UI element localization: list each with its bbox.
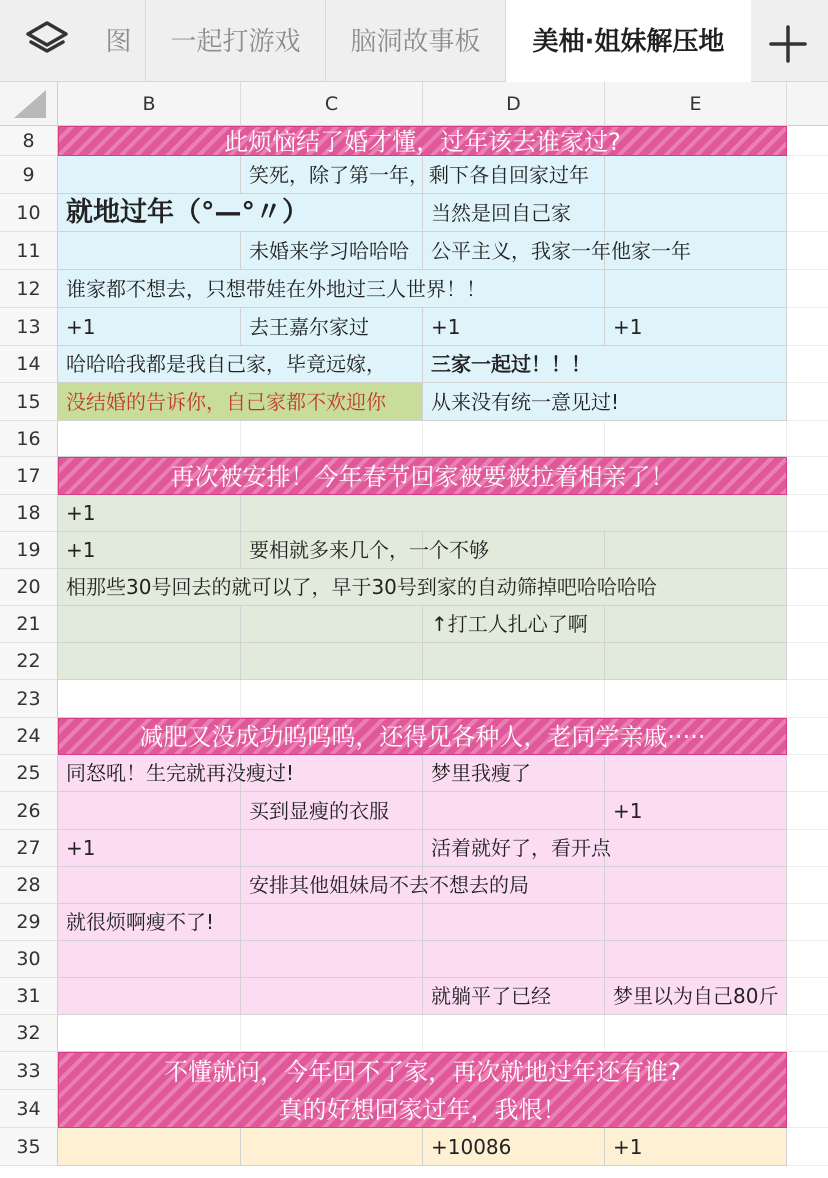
cell-text-r9-c: 笑死，除了第一年，剩下各自回家过年 [249, 163, 589, 187]
cell-r32-d[interactable] [423, 1015, 605, 1052]
cell-text-r26-c: 买到显瘦的衣服 [249, 799, 389, 823]
cell-r26-d[interactable] [423, 792, 605, 830]
cell-r23-c[interactable] [241, 680, 423, 718]
cell-r29-d[interactable] [423, 904, 605, 941]
row-header-20[interactable]: 20 [0, 569, 58, 606]
row-header-23[interactable]: 23 [0, 680, 58, 718]
cell-text-r10-d: 当然是回自己家 [431, 201, 571, 225]
cell-r18-c[interactable] [241, 495, 787, 532]
cell-r22-c[interactable] [241, 643, 423, 680]
section-banner-4 [58, 1052, 787, 1128]
layers-icon[interactable] [24, 20, 70, 64]
cell-r21-c[interactable] [241, 606, 423, 643]
section-banner-3 [58, 718, 787, 755]
cell-r30-d[interactable] [423, 941, 605, 978]
cell-r23-e[interactable] [605, 680, 787, 718]
cell-text-r15-d: 从来没有统一意见过! [431, 390, 620, 414]
cell-r32-b[interactable] [58, 1015, 241, 1052]
cell-text-r12-b: 谁家都不想去，只想带娃在外地过三人世界！！ [66, 277, 486, 301]
cell-r11-f[interactable] [787, 232, 828, 270]
row-header-16[interactable]: 16 [0, 421, 58, 457]
cell-r16-c[interactable] [241, 421, 423, 457]
cell-r14-f[interactable] [787, 346, 828, 383]
cell-text-r20-b: 相那些30号回去的就可以了，早于30号到家的自动筛掉吧哈哈哈哈 [66, 575, 657, 599]
cell-r27-c[interactable] [241, 830, 423, 867]
cell-r30-b[interactable] [58, 941, 241, 978]
select-all-corner[interactable] [0, 82, 58, 126]
column-header-bar [0, 82, 828, 126]
cell-r13-f[interactable] [787, 308, 828, 346]
row-header-10[interactable]: 10 [0, 194, 58, 232]
cell-text-r27-d: 活着就好了，看开点 [431, 836, 611, 860]
cell-text-r14-b: 哈哈哈我都是我自己家，毕竟远嫁， [66, 352, 386, 376]
row-header-11[interactable]: 11 [0, 232, 58, 270]
cell-r23-f[interactable] [787, 680, 828, 718]
row-header-33[interactable]: 33 [0, 1052, 58, 1090]
cell-r9-b[interactable] [58, 156, 241, 194]
cell-r10-f[interactable] [787, 194, 828, 232]
plus-icon[interactable] [768, 24, 808, 68]
column-header-d[interactable]: D [423, 82, 605, 126]
cell-r15-f[interactable] [787, 383, 828, 421]
cell-r9-f[interactable] [787, 156, 828, 194]
section-banner-text: 再次被安排！今年春节回家被要被拉着相亲了！ [170, 463, 675, 491]
cell-text-r35-d: +10086 [431, 1135, 512, 1159]
cell-r21-b[interactable] [58, 606, 241, 643]
row-header-9[interactable]: 9 [0, 156, 58, 194]
cell-r21-e[interactable] [605, 606, 787, 643]
cell-r35-c[interactable] [241, 1128, 423, 1166]
cell-r27-f[interactable] [787, 830, 828, 867]
cell-r26-f[interactable] [787, 792, 828, 830]
cell-text-r11-c: 未婚来学习哈哈哈 [249, 239, 409, 263]
cell-r25-f[interactable] [787, 755, 828, 792]
column-header-f[interactable] [787, 82, 828, 126]
cell-r23-d[interactable] [423, 680, 605, 718]
cell-r29-c[interactable] [241, 904, 423, 941]
cell-r28-f[interactable] [787, 867, 828, 904]
cell-text-r11-d: 公平主义，我家一年他家一年 [431, 239, 691, 263]
tab-sheet-1[interactable]: 图 [92, 0, 146, 81]
cell-text-r25-b: 同怒吼！生完就再没瘦过! [66, 761, 295, 785]
sheet-tab-bar [0, 0, 828, 82]
cell-banner-f[interactable] [787, 457, 828, 495]
cell-r20-f[interactable] [787, 569, 828, 606]
tab-sheet-4-active[interactable]: 美柚·姐妹解压地 [506, 0, 751, 82]
cell-r27-e[interactable] [605, 830, 787, 867]
cell-text-r27-b: +1 [66, 836, 96, 860]
cell-r12-f[interactable] [787, 270, 828, 308]
cell-banner-f[interactable] [787, 126, 828, 156]
cell-text-r13-d: +1 [431, 315, 461, 339]
cell-text-r15-b: 没结婚的告诉你，自己家都不欢迎你 [66, 390, 386, 414]
cell-text-r19-c: 要相就多来几个，一个不够 [249, 538, 489, 562]
section-banner-text: 不懂就问，今年回不了家，再次就地过年还有谁? [164, 1058, 681, 1086]
section-banner-1 [58, 126, 787, 156]
row-header-27[interactable]: 27 [0, 830, 58, 867]
cell-r35-b[interactable] [58, 1128, 241, 1166]
section-banner-text: 真的好想回家过年，我恨！ [278, 1096, 567, 1124]
cell-text-r28-c: 安排其他姐妹局不去不想去的局 [249, 873, 529, 897]
cell-r26-b[interactable] [58, 792, 241, 830]
cell-r10-e[interactable] [605, 194, 787, 232]
cell-text-r14-d: 三家一起过！！！ [431, 352, 591, 376]
row-header-31[interactable]: 31 [0, 978, 58, 1015]
row-header-28[interactable]: 28 [0, 867, 58, 904]
section-banner-2 [58, 457, 787, 495]
cell-r28-b[interactable] [58, 867, 241, 904]
cell-r35-f[interactable] [787, 1128, 828, 1166]
row-header-13[interactable]: 13 [0, 308, 58, 346]
row-header-35[interactable]: 35 [0, 1128, 58, 1166]
cell-r32-c[interactable] [241, 1015, 423, 1052]
cell-r22-f[interactable] [787, 643, 828, 680]
row-header-30[interactable]: 30 [0, 941, 58, 978]
cell-text-r29-b: 就很烦啊瘦不了! [66, 910, 215, 934]
cell-r25-e[interactable] [605, 755, 787, 792]
row-header-17[interactable]: 17 [0, 457, 58, 495]
cell-r23-b[interactable] [58, 680, 241, 718]
cell-r12-e[interactable] [605, 270, 787, 308]
row-header-18[interactable]: 18 [0, 495, 58, 532]
row-header-12[interactable]: 12 [0, 270, 58, 308]
row-header-22[interactable]: 22 [0, 643, 58, 680]
spreadsheet-grid [0, 126, 828, 1178]
cell-r9-e[interactable] [605, 156, 787, 194]
cell-r31-c[interactable] [241, 978, 423, 1015]
cell-r28-e[interactable] [605, 867, 787, 904]
cell-r16-e[interactable] [605, 421, 787, 457]
row-header-26[interactable]: 26 [0, 792, 58, 830]
cell-text-r19-b: +1 [66, 538, 96, 562]
cell-r19-f[interactable] [787, 532, 828, 569]
select-all-icon [10, 88, 48, 124]
cell-text-r31-d: 就躺平了已经 [431, 984, 551, 1008]
tab-sheet-3[interactable]: 脑洞故事板 [326, 0, 506, 81]
column-header-e[interactable]: E [605, 82, 787, 126]
cell-text-r13-b: +1 [66, 315, 96, 339]
cell-text-r25-d: 梦里我瘦了 [431, 761, 531, 785]
tab-sheet-2[interactable]: 一起打游戏 [146, 0, 326, 81]
cell-r22-d[interactable] [423, 643, 605, 680]
cell-r30-e[interactable] [605, 941, 787, 978]
row-header-19[interactable]: 19 [0, 532, 58, 569]
row-header-15[interactable]: 15 [0, 383, 58, 421]
row-header-24[interactable]: 24 [0, 718, 58, 755]
column-header-b[interactable]: B [58, 82, 241, 126]
cell-text-r10-b: 就地过年（°—°〃） [66, 197, 309, 228]
column-header-c[interactable]: C [241, 82, 423, 126]
cell-r22-b[interactable] [58, 643, 241, 680]
cell-r32-e[interactable] [605, 1015, 787, 1052]
cell-text-r35-e: +1 [613, 1135, 643, 1159]
cell-text-r18-b: +1 [66, 501, 96, 525]
cell-r21-f[interactable] [787, 606, 828, 643]
cell-r16-d[interactable] [423, 421, 605, 457]
cell-text-r31-e: 梦里以为自己80斤 [613, 984, 779, 1008]
cell-text-r13-c: 去王嘉尔家过 [249, 315, 369, 339]
cell-banner-f[interactable] [787, 718, 828, 755]
row-header-8[interactable]: 8 [0, 126, 58, 156]
cell-r16-b[interactable] [58, 421, 241, 457]
cell-r30-f[interactable] [787, 941, 828, 978]
cell-r11-b[interactable] [58, 232, 241, 270]
cell-r31-b[interactable] [58, 978, 241, 1015]
cell-r16-f[interactable] [787, 421, 828, 457]
cell-r30-c[interactable] [241, 941, 423, 978]
row-header-21[interactable]: 21 [0, 606, 58, 643]
section-banner-text: 此烦恼结了婚才懂，过年该去谁家过? [224, 128, 621, 156]
cell-text-r21-d: ↑打工人扎心了啊 [431, 612, 588, 636]
cell-banner-f[interactable] [787, 1052, 828, 1128]
row-header-14[interactable]: 14 [0, 346, 58, 383]
cell-r22-e[interactable] [605, 643, 787, 680]
cell-text-r13-e: +1 [613, 315, 643, 339]
cell-r18-f[interactable] [787, 495, 828, 532]
section-banner-text: 减肥又没成功呜呜呜，还得见各种人，老同学亲戚····· [139, 723, 706, 751]
row-header-34[interactable]: 34 [0, 1090, 58, 1128]
cell-text-r26-e: +1 [613, 799, 643, 823]
row-header-32[interactable]: 32 [0, 1015, 58, 1052]
cell-r29-e[interactable] [605, 904, 787, 941]
row-header-25[interactable]: 25 [0, 755, 58, 792]
cell-r19-e[interactable] [605, 532, 787, 569]
cell-r29-f[interactable] [787, 904, 828, 941]
row-header-29[interactable]: 29 [0, 904, 58, 941]
cell-r32-f[interactable] [787, 1015, 828, 1052]
